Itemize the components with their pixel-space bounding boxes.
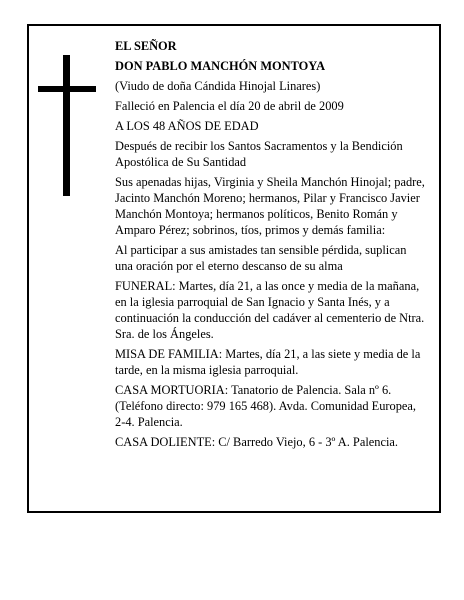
family-paragraph: Sus apenadas hijas, Virginia y Sheila Manchón Hinojal; padre, Jacinto Manchón Moreno; hermanos, Pilar y Francisco Javier Manchón Montoya; hermanos políticos, Benito Román y Amparo Pérez; sobrinos, tíos, primos y demás familia:: [115, 175, 425, 237]
request-paragraph: Al participar a sus amistades tan sensible pérdida, suplican una oración por el eterno descanso de su alma: [115, 243, 407, 273]
mourning-house-paragraph: CASA DOLIENTE: C/ Barredo Viejo, 6 - 3º A. Palencia.: [115, 435, 398, 449]
family-mass-paragraph: MISA DE FAMILIA: Martes, día 21, a las siete y media de la tarde, en la misma iglesia parroquial.: [115, 347, 421, 377]
age-line: A LOS 48 AÑOS DE EDAD: [115, 119, 259, 133]
sacraments-paragraph: Después de recibir los Santos Sacramentos y la Bendición Apostólica de Su Santidad: [115, 139, 403, 169]
title-line-1: EL SEÑOR: [115, 39, 177, 53]
death-line: Falleció en Palencia el día 20 de abril de 2009: [115, 99, 344, 113]
cross-horizontal-bar: [38, 86, 96, 92]
mortuary-paragraph: CASA MORTUORIA: Tanatorio de Palencia. Sala nº 6. (Teléfono directo: 979 165 468). Avda. Comunidad Europea, 2-4. Palencia.: [115, 383, 417, 429]
deceased-name: DON PABLO MANCHÓN MONTOYA: [115, 59, 326, 73]
funeral-paragraph: FUNERAL: Martes, día 21, a las once y media de la mañana, en la iglesia parroquial de San Ignacio y Santa Inés, y a continuación la conducción del cadáver al cementerio de Ntra. Sra. de los Ángeles.: [115, 279, 425, 341]
cross-vertical-bar: [63, 55, 70, 196]
obituary-text: [115, 38, 427, 454]
widower-line: (Viudo de doña Cándida Hinojal Linares): [115, 79, 321, 93]
